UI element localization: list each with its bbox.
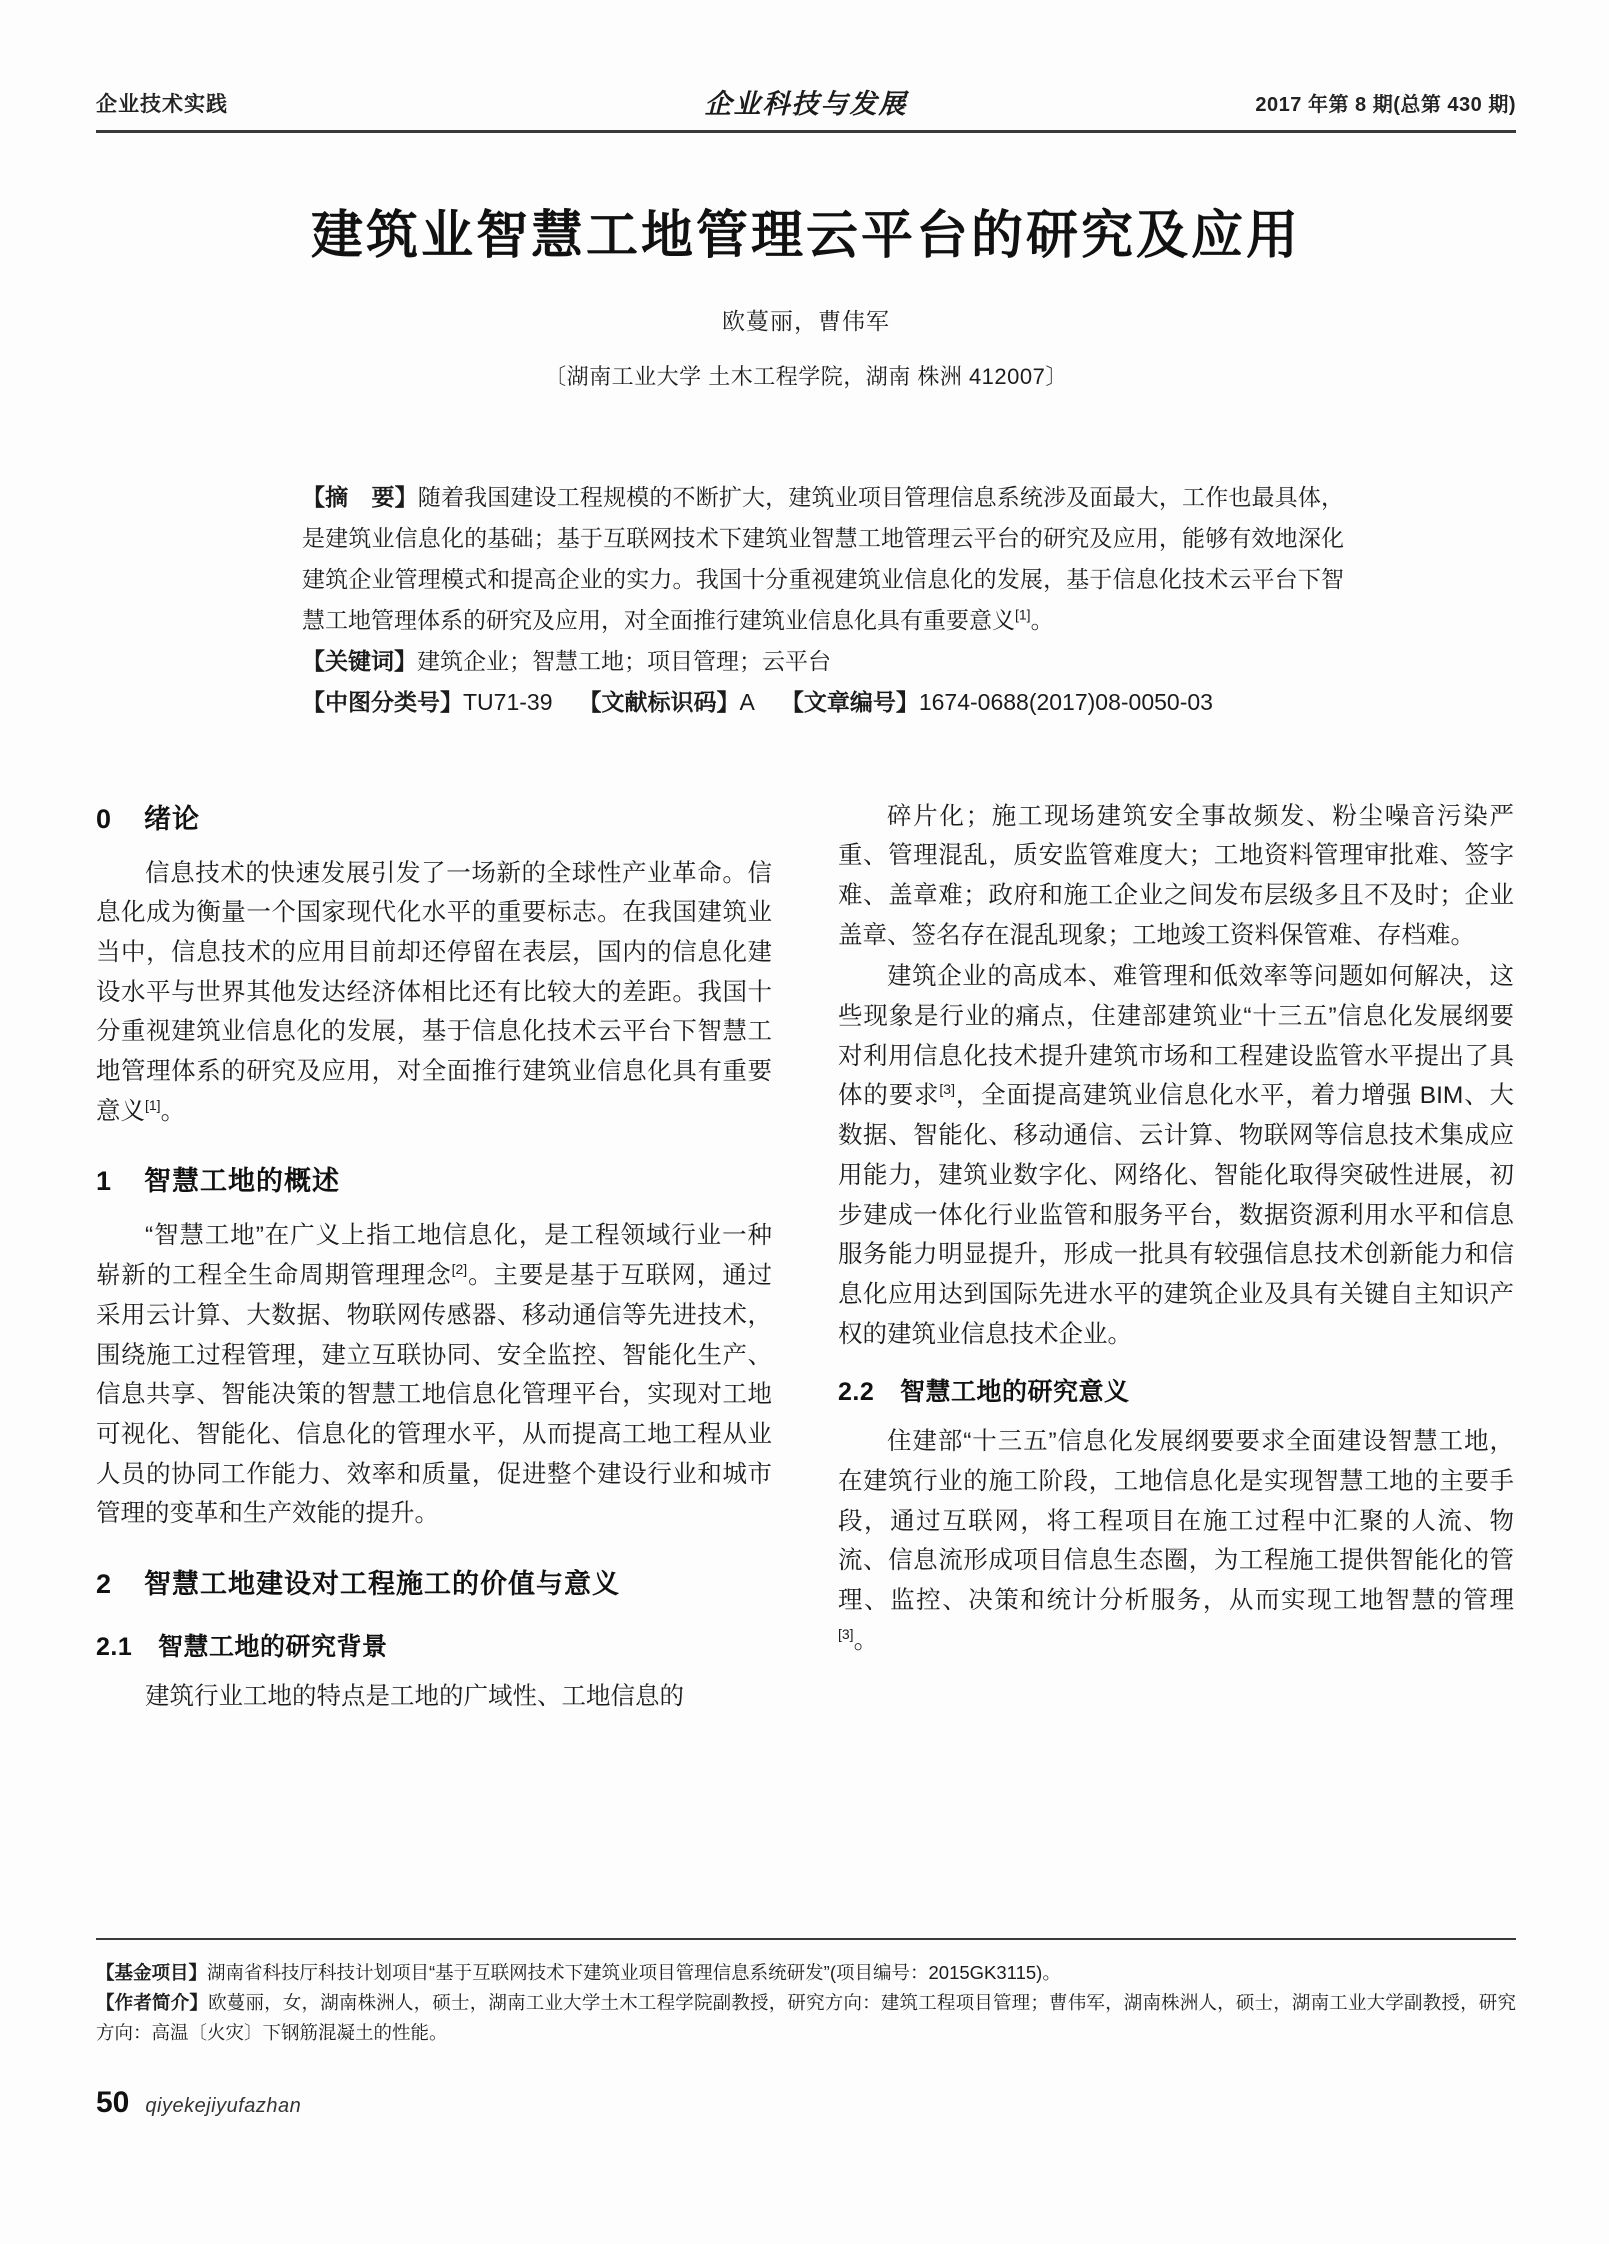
heading-1-title: 智慧工地的概述 [144,1166,340,1197]
heading-2-2-title: 智慧工地的研究意义 [900,1378,1130,1407]
heading-2-title: 智慧工地建设对工程施工的价值与意义 [144,1568,620,1599]
heading-section-2-2 [838,1372,1514,1408]
heading-2-1-number: 2.1 [96,1632,133,1661]
classification-line [302,682,1344,723]
keywords-line [302,641,1344,682]
abstract-text: 随着我国建设工程规模的不断扩大，建筑业项目管理信息系统涉及面最大，工作也最具体，是建筑业信息化的基础；基于互联网技术下建筑业智慧工地管理云平台的研究及应用，能够有效地深化建筑企业管理模式和提高企业的实力。我国十分重视建筑业信息化的发展，基于信息化技术云平台下智慧工地管理体系的研究及应用，对全面推行建筑业信息化具有重要意义 [302,484,1345,633]
abstract-text-tail: 。 [1030,606,1054,633]
spacer-left-3 [96,1208,772,1216]
keywords-label: 【关键词】 [302,647,417,674]
paragraph-section-1 [96,1216,772,1534]
paragraph-intro-tail: 。 [160,1097,186,1125]
spacer-left-1 [96,846,772,854]
heading-2-number: 2 [96,1568,113,1599]
body-columns [96,797,1516,1719]
footnote-fund [96,1958,1516,1988]
author-affiliation: 〔湖南工业大学 土木工程学院，湖南 株洲 412007〕 [544,364,1068,389]
heading-0-title: 绪论 [144,803,200,834]
title-block [96,204,1516,391]
heading-section-0 [96,797,772,836]
spacer-left-4 [96,1536,772,1562]
page-content-area [96,0,1516,2244]
page-number: 50 [96,2086,130,2119]
paragraph-right-3 [838,1422,1514,1660]
running-head-left-section: 企业技术实践 [96,93,228,116]
abstract-label: 【摘 要】 [302,484,418,510]
paragraph-intro-ref: [1] [145,1096,161,1113]
article-id-label: 【文章编号】 [780,688,919,715]
heading-section-1 [96,1159,772,1198]
paragraph-right-3-text-a: 住建部“十三五”信息化发展纲要要求全面建设智慧工地，在建筑行业的施工阶段，工地信息化是实现智慧工地的主要手段，通过互联网，将工程项目在施工过程中汇聚的人流、物流、信息流形成项目信息生态圈，为工程施工提供智能化的管理、监控、决策和统计分析服务，从而实现工地智慧的管理 [838,1428,1514,1614]
paragraph-right-1: 碎片化；施工现场建筑安全事故频发、粉尘噪音污染严重、管理混乱，质安监管难度大；工地资料管理审批难、签字难、盖章难；政府和施工企业之间发布层级多且不及时；企业盖章、签名存在混乱现象；工地竣工资料保管难、存档难。 [838,802,1514,949]
spacer-right-1 [838,1356,1514,1372]
spacer-left-5 [96,1611,772,1627]
document-code-label: 【文献标识码】 [578,688,740,715]
footnote-divider-rule [96,1938,1516,1940]
heading-0-number: 0 [96,803,113,834]
paragraph-s1-text-a: “智慧工地”在广义上指工地信息化，是工程领域行业一种崭新的工程全生命周期管理理念 [96,1222,772,1290]
clc-value: TU71-39 [463,688,553,715]
footnote-bio-label: 【作者简介】 [96,1991,209,2013]
footnote-bio [96,1988,1516,2048]
footnote-fund-text: 湖南省科技厅科技计划项目“基于互联网技术下建筑业项目管理信息系统研发”(项目编号：2015GK3115)。 [207,1962,1061,1983]
left-column [96,797,772,1719]
page-footer [96,2086,301,2120]
abstract-paragraph [302,477,1344,641]
heading-2-1-title: 智慧工地的研究背景 [158,1632,388,1661]
running-head-issue-info: 2017 年第 8 期(总第 430 期) [1255,94,1516,116]
footnote-fund-label: 【基金项目】 [96,1962,208,1983]
paragraph-right-2-text-a: 建筑企业的高成本、难管理和低效率等问题如何解决，这些现象是行业的痛点，住建部建筑业“十三五”信息化发展纲要对利用信息化技术提升建筑市场和工程建设监管水平提出了具体的要求 [838,963,1514,1110]
journal-pinyin-label: qiyekejiyufazhan [145,2095,302,2117]
document-code-value: A [739,688,755,715]
heading-2-2-number: 2.2 [838,1378,875,1407]
spacer-left-6 [96,1669,772,1677]
paragraph-s1-ref: [2] [451,1260,468,1277]
footnote-bio-text: 欧蔓丽，女，湖南株洲人，硕士，湖南工业大学土木工程学院副教授，研究方向：建筑工程项目管理；曹伟军，湖南株洲人，硕士，湖南工业大学副教授，研究方向：高温〔火灾〕下钢筋混凝土的性能。 [96,1991,1516,2043]
author-list: 欧蔓丽，曹伟军 [722,308,890,334]
paragraph-right-2-text-b: ，全面提高建筑业信息化水平，着力增强 BIM、大数据、智能化、移动通信、云计算、物联网等信息技术集成应用能力，建筑业数字化、网络化、智能化取得突破性进展，初步建成一体化行业监管和服务平台，数据资源利用水平和信息服务能力明显提升，形成一批具有较强信息技术创新能力和信息化应用达到国际先进水平的建筑企业及具有关键自主知识产权的建筑业信息技术企业。 [838,1082,1515,1348]
abstract-block [302,477,1344,723]
article-id-value: 1674-0688(2017)08-0050-03 [918,688,1213,715]
spacer-right-2 [838,1414,1514,1422]
paragraph-right-2-ref: [3] [939,1081,955,1098]
paragraph-section-2-1: 建筑行业工地的特点是工地的广域性、工地信息的 [145,1682,684,1710]
keywords-value: 建筑企业；智慧工地；项目管理；云平台 [417,647,831,674]
heading-section-2-1 [96,1627,772,1663]
paragraph-right-3-ref: [3] [838,1625,854,1642]
paragraph-s1-text-b: 。主要是基于互联网，通过采用云计算、大数据、物联网传感器、移动通信等先进技术，围绕施工过程管理，建立互联协同、安全监控、智能化生产、信息共享、智能决策的智慧工地信息化管理平台，实现对工地可视化、智能化、信息化的管理水平，从而提高工地工程从业人员的协同工作能力、效率和质量，促进整个建设行业和城市管理的变革和生产效能的提升。 [96,1262,773,1528]
paragraph-right-3-text-b: 。 [853,1626,879,1654]
heading-section-2 [96,1562,772,1601]
running-head [96,88,1516,160]
paragraph-right-2 [838,957,1514,1354]
heading-1-number: 1 [96,1166,113,1197]
paragraph-intro-text: 信息技术的快速发展引发了一场新的全球性产业革命。信息化成为衡量一个国家现代化水平的重要标志。在我国建筑业当中，信息技术的应用目前却还停留在表层，国内的信息化建设水平与世界其他发达经济体相比还有比较大的差距。我国十分重视建筑业信息化的发展，基于信息化技术云平台下智慧工地管理体系的研究及应用，对全面推行建筑业信息化具有重要意义 [96,859,772,1125]
paragraph-intro [96,854,772,1132]
abstract-citation-ref: [1] [1015,606,1031,623]
running-head-journal-name: 企业科技与发展 [704,89,908,119]
right-column [838,797,1514,1719]
footnotes-block [96,1958,1516,2048]
header-divider-rule [96,130,1516,133]
clc-label: 【中图分类号】 [302,688,463,715]
page-title: 建筑业智慧工地管理云平台的研究及应用 [310,207,1301,265]
spacer-left-2 [96,1133,772,1159]
